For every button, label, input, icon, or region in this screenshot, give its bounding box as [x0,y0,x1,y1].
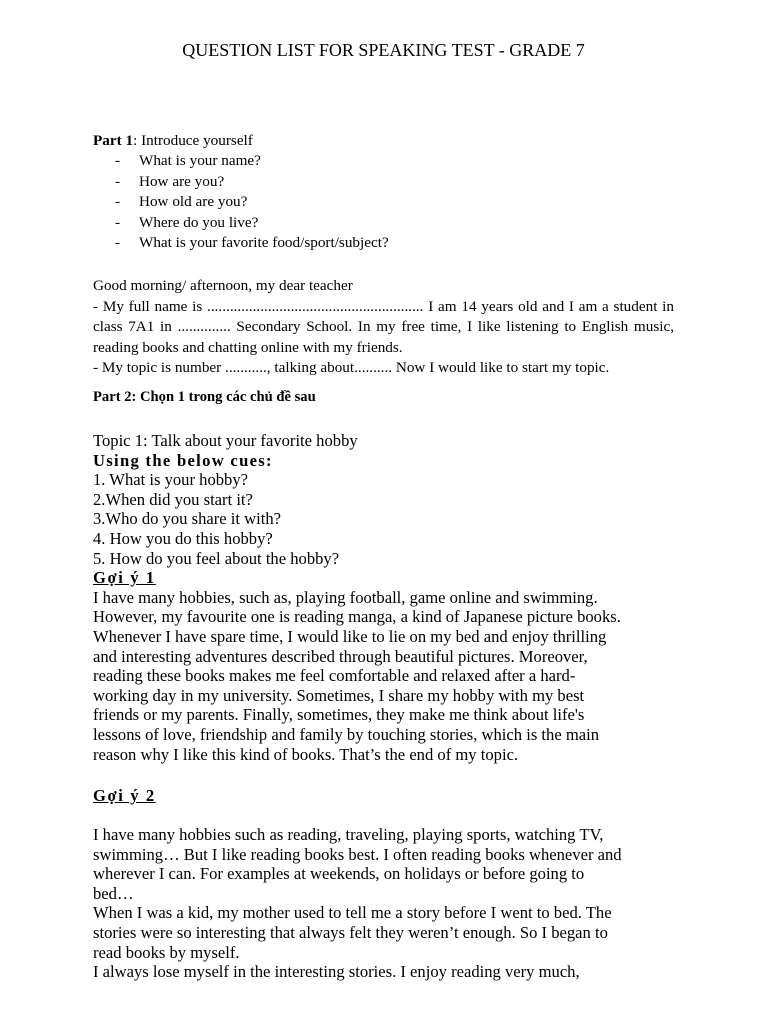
suggestion1-line: I have many hobbies, such as, playing football, game online and swimming. [93,587,598,607]
intro-paragraph: Good morning/ afternoon, my dear teacher [93,277,353,294]
suggestion1-line: However, my favourite one is reading manga, a kind of Japanese picture books. [93,607,621,627]
suggestion2-line: When I was a kid, my mother used to tell me a story before I went to bed. The [93,903,612,923]
part1-heading-text: : Introduce yourself [133,132,253,149]
dash-bullet: - [115,234,121,251]
suggestion2-line: swimming… But I like reading books best. I often reading books whenever and [93,844,622,864]
suggestion2-line: read books by myself. [93,942,240,962]
list-item [93,172,674,193]
dash-bullet: - [115,172,121,190]
topic-title: Topic 1: Talk about your favorite hobby [93,431,358,450]
question-text: Where do you live? [139,213,259,231]
suggestion2-line: I always lose myself in the interesting stories. I enjoy reading very much, [93,962,580,982]
suggestion2-text [93,825,674,982]
suggestion1-line: Whenever I have spare time, I would like to lie on my bed and enjoy thrilling [93,626,607,646]
suggestion2-line: I have many hobbies such as reading, traveling, playing sports, watching TV, [93,825,604,844]
suggestion2-line: wherever I can. For examples at weekends, on holidays or before going to [93,864,585,884]
cues-heading: Using the below cues: [93,450,273,470]
topic-section [93,431,674,764]
list-item [93,213,674,234]
suggestion1-line: reason why I like this kind of books. That’s the end of my topic. [93,744,519,764]
part1-heading [93,131,674,152]
dash-bullet: - [115,193,121,210]
suggestion2-heading: Gợi ý 2 [93,786,156,805]
suggestion1-line: lessons of love, friendship and family by touching stories, which is the main [93,724,600,744]
cue-item: 2.When did you start it? [93,489,253,509]
part2-heading: Part 2: Chọn 1 trong các chủ đề sau [93,389,316,405]
suggestion1-line: reading these books makes me feel comfortable and relaxed after a hard- [93,666,576,686]
cue-item: 4. How you do this hobby? [93,528,273,548]
cue-item: 1. What is your hobby? [93,470,249,490]
cue-item: 3.Who do you share it with? [93,509,282,529]
suggestion1-line: friends or my parents. Finally, sometimes, they make me think about life's [93,705,585,725]
suggestion2-line: stories were so interesting that always felt they weren’t enough. So I began to [93,922,608,942]
suggestion2-line: bed… [93,883,134,903]
intro-paragraph: - My topic is number ..........., talking about.......... Now I would like to start my topic. [93,359,610,376]
suggestion1-heading: Gợi ý 1 [93,568,156,588]
list-item [93,192,674,213]
dash-bullet: - [115,213,121,231]
list-item [93,233,674,254]
part1-label: Part 1 [93,132,134,149]
page-title: QUESTION LIST FOR SPEAKING TEST - GRADE 7 [182,40,585,60]
list-item [93,151,674,172]
question-text: What is your name? [139,152,261,169]
suggestion1-line: and interesting adventures described through beautiful pictures. Moreover, [93,646,588,666]
self-introduction [93,276,674,379]
cue-item: 5. How do you feel about the hobby? [93,548,340,568]
part1-question-list [93,151,674,254]
suggestion1-line: working day in my university. Sometimes, I share my hobby with my best [93,685,585,705]
question-text: How are you? [139,172,225,190]
question-text: What is your favorite food/sport/subject? [139,234,389,251]
intro-paragraph: - My full name is ......................................................... I am 14 years old and I am a student in class 7A1 in .............. Secondary School. In my free time, I like listening to English music, reading books and chatting online with my friends. [93,297,674,356]
question-text: How old are you? [139,193,248,210]
dash-bullet: - [115,152,121,169]
